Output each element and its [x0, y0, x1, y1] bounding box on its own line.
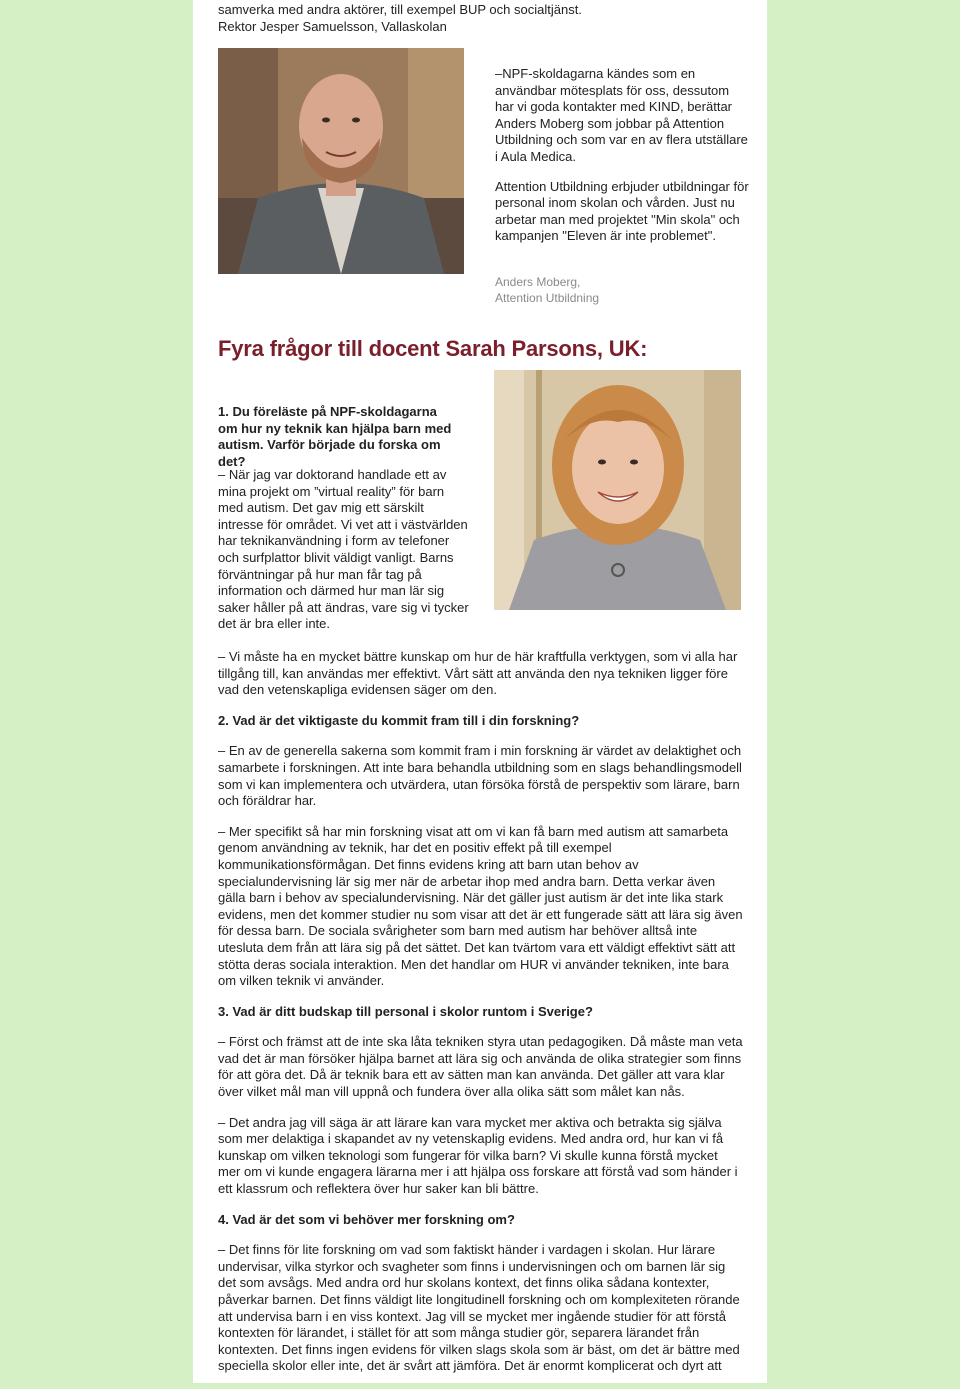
- intro-line: samverka med andra aktörer, till exempel BUP och socialtjänst.: [218, 2, 582, 17]
- article-page: [193, 0, 767, 1383]
- intro-attribution: Rektor Jesper Samuelsson, Vallaskolan: [218, 19, 447, 34]
- credit-name: Anders Moberg,: [495, 275, 581, 289]
- question-4: 4. Vad är det som vi behöver mer forskning om?: [218, 1211, 515, 1227]
- portrait-photo-sarah-parsons: [494, 370, 741, 610]
- sidebar-quote-paragraph-1: –NPF-skoldagarna kändes som en användbar mötesplats för oss, dessutom har vi goda kontakter med KIND, berättar Anders Moberg som jobbar på Attention Utbildning och som var en av flera utställare i Aula Medica.: [495, 66, 748, 164]
- sidebar-credit: [495, 274, 749, 306]
- portrait-photo-anders-moberg: [218, 48, 464, 274]
- question-3: 3. Vad är ditt budskap till personal i skolor runtom i Sverige?: [218, 1003, 593, 1019]
- body-paragraph: – Först och främst att de inte ska låta tekniken styra utan pedagogiken. Då måste man veta vad det är man försöker hjälpa barnet att lära sig och använda de olika strategier som finns för att göra det. Då är teknik bara ett av sätten man kan använda. Det gäller att vara klar över vilket mål man vill uppnå och fundera över alla olika sätt som målet kan nås.: [218, 1034, 743, 1100]
- article-body: [218, 649, 743, 1389]
- section-heading: Fyra frågor till docent Sarah Parsons, UK:: [218, 336, 648, 361]
- body-paragraph: – Det andra jag vill säga är att lärare kan vara mycket mer aktiva och betrakta sig själva som mer delaktiga i skapandet av ny vetenskaplig evidens. Med andra ord, hur kan vi få kunskap om vilken teknologi som fungerar för vilka barn? Vi skulle kunna förstå mycket mer om vi kunde engagera lärarna mer i att hjälpa oss forskare att förstå vad som händer i ett klassrum och reflektera över hur saker kan bli bättre.: [218, 1114, 738, 1197]
- sidebar-quote-paragraph-2: Attention Utbildning erbjuder utbildningar för personal inom skolan och vården. Just nu arbetar man med projektet "Min skola" och kampanjen "Eleven är inte problemet".: [495, 178, 749, 244]
- portrait-illustration: [494, 370, 741, 610]
- body-paragraph: – Mer specifikt så har min forskning visat att om vi kan få barn med autism att samarbeta genom användning av teknik, har det en positiv effekt på till exempel kommunikationsförmågan. Det finns evidens kring att barn utan behov av specialundervisning lär sig mer när de arbetar ihop med andra barn. Detta verkar även gälla barn i behov av specialundervisning. När det gäller just autism är det inte lika stark evidens, men det kommer studier nu som visar att det är ett fungerade sätt att lära sig även för dessa barn. De sociala svårigheter som barn med autism har behöver alltså inte utesluta dem från att lära sig på det sättet. Det kan tvärtom vara ett väldigt effektivt sätt att stötta deras sociala interaktion. Men det handlar om HUR vi använder tekniken, inte bara om vilken teknik vi använder.: [218, 823, 743, 989]
- question-2: 2. Vad är det viktigaste du kommit fram till i din forskning?: [218, 712, 580, 728]
- sidebar-quote: [495, 66, 749, 258]
- portrait-illustration: [218, 48, 464, 274]
- credit-org: Attention Utbildning: [495, 291, 600, 305]
- body-paragraph: – En av de generella sakerna som kommit fram i min forskning är värdet av delaktighet och samarbete i forskningen. Att inte bara behandla utbildning som en slags behandlingsmodell som vi kan implementera och utvärdera, utan försöka förstå de perspektiv som lärare, barn och föräldrar har.: [218, 743, 742, 809]
- answer-1-intro: – När jag var doktorand handlade ett av mina projekt om ”virtual reality” för barn med autism. Det gav mig ett särskilt intresse för området. Vi vet att i västvärlden har teknikanvändning i form av telefoner och surfplattor blivit väldigt vanligt. Barns förväntningar på hur man får tag på information och därmed hur man lär sig saker håller på att ändras, vare sig vi tycker det är bra eller inte.: [218, 467, 469, 632]
- body-paragraph: – Det finns för lite forskning om vad som faktiskt händer i vardagen i skolan. Hur lärare undervisar, vilka styrkor och svagheter som finns i undervisningen och om barnen lär sig det som avsågs. Med andra ord hur skolans kontext, det finns olika sådana kontexter, påverkar barnen. Det finns väldigt lite longitudinell forskning och om komplexiteten rörande att undervisa barn i en viss kontext. Jag vill se mycket mer ingående studier för att förstå kontexten för lärandet, i stället för att som många studier gör, separera lärandet från kontexten. Det finns ingen evidens för vilken slags skola som är bäst, om det är bättre med speciella skolor eller inte, det är svårt att jämföra. Det är enormt komplicerat och dyrt att: [218, 1242, 740, 1374]
- body-paragraph: – Vi måste ha en mycket bättre kunskap om hur de här kraftfulla verktygen, som vi alla har tillgång till, kan användas mer effektivt. Vårt sätt att använda den nya tekniken ligger före vad den vetenskapliga evidensen säger om den.: [218, 649, 738, 698]
- question-1: 1. Du föreläste på NPF-skoldagarna om hur ny teknik kan hjälpa barn med autism. Varför började du forska om det?: [218, 404, 452, 469]
